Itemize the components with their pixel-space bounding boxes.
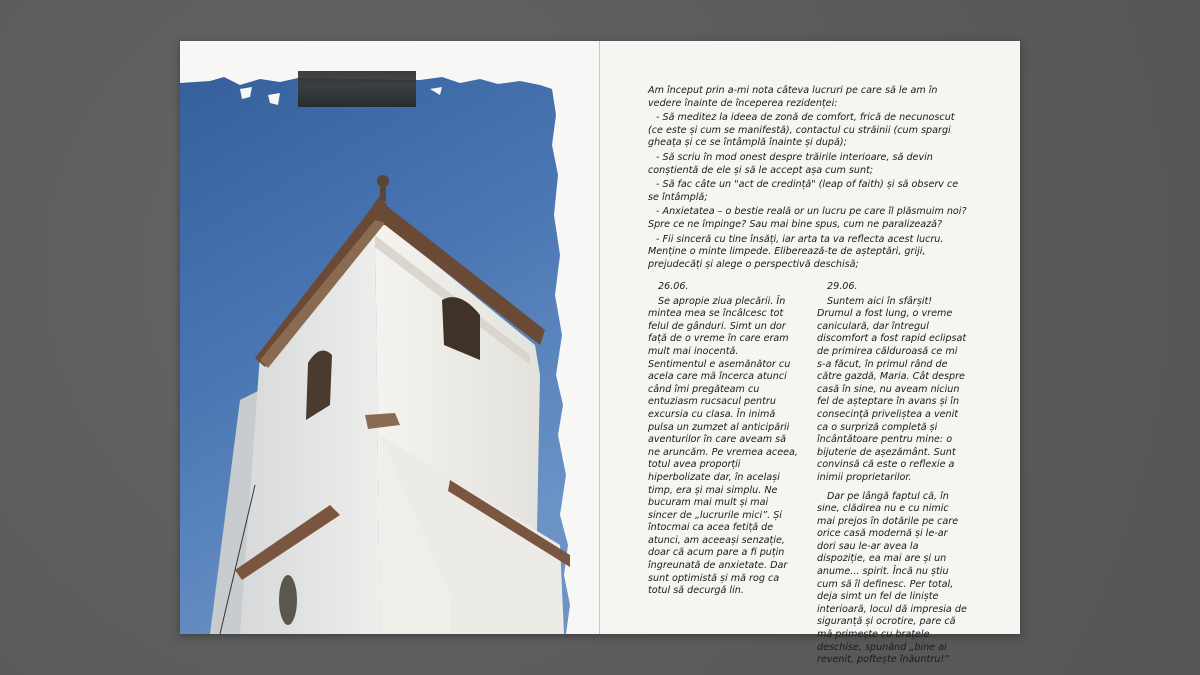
tape-strip — [298, 71, 416, 107]
entry-paragraph: Dar pe lângă faptul că, în sine, clădirea nu e cu nimic mai prejos în dotările pe care orice casă modernă și le-ar dori sau le-ar avea la dispoziție, ea mai are și un anume... spirit. Încă nu știu cum să îl definesc. Per total, deja simt un fel de liniște interioară, locul dă impresia de siguranță și ocrotire, pare că mă primește cu brațele deschise, spunând „bine ai revenit, poftește înăuntru!” — [817, 490, 967, 666]
diary-entry-26-06 — [648, 281, 798, 604]
intro-section — [648, 85, 968, 273]
entry-paragraph: Suntem aici în sfârșit! Drumul a fost lung, o vreme caniculară, dar întregul discomfort a fost rapid eclipsat de primirea călduroasă ce mi s-a făcut, în primul rând de către gazdă, Maria. Cât despre casă în sine, nu aveam niciun fel de așteptare în avans și în consecință priveliștea a venit ca o surpriză completă și încântătoare pentru mine: o bijuterie de așezământ. Sunt convinsă că este o reflexie a inimii proprietarilor. — [817, 295, 967, 483]
diary-entry-29-06 — [817, 281, 967, 673]
list-item: - Să fac câte un "act de credință" (leap of faith) și să observ ce se întâmplă; — [648, 179, 959, 203]
church-tower-photo — [180, 75, 570, 634]
list-item: - Să meditez la ideea de zonă de comfort, frică de necunoscut (ce este și cum se manifestă), contactul cu străinii (cum spargi gheața și ce se întâmplă înainte și după); — [648, 112, 955, 149]
entry-date: 29.06. — [827, 281, 858, 292]
entry-paragraph: Se apropie ziua plecării. În mintea mea se încâlcesc tot felul de gânduri. Simt un dor față de o vreme în care eram mult mai inocentă. Sentimentul e asemănător cu acela care mă încerca atunci când îmi pregăteam cu entuziasm rucsacul pentru excursia cu clasa. În inimă pulsa un zumzet al anticipării aventurilor în care aveam să ne aruncăm. Pe vremea aceea, totul avea proporții hiperbolizate dar, în același timp, era și mai simplu. Ne bucuram mai mult și mai sincer de „lucrurile mici”. Și întocmai ca acea fetiță de atunci, am aceeași senzație, doar că acum pare a fi puțin îngreunată de anxietate. Dar sunt optimistă și mă rog ca totul să decurgă lin. — [648, 295, 798, 597]
book-spread — [180, 41, 1020, 666]
left-page — [180, 41, 599, 634]
intro-text: Am început prin a-mi nota câteva lucruri pe care să le am în vedere înainte de începerea rezidenței: — [648, 85, 938, 109]
list-item: - Fii sinceră cu tine însăți, iar arta ta va reflecta acest lucru. Menține o minte limpede. Eliberează-te de așteptări, griji, prejudecăți și alege o perspectivă deschisă; — [648, 233, 944, 270]
list-item: - Să scriu în mod onest despre trăirile interioare, să devin conștientă de ele și să le accept așa cum sunt; — [648, 151, 933, 176]
list-item: - Anxietatea – o bestie reală or un lucru pe care îl plăsmuim noi? Spre ce ne împinge? Sau mai bine spus, cum ne paralizează? — [648, 206, 967, 230]
right-page — [600, 41, 1020, 666]
entry-date: 26.06. — [658, 281, 689, 292]
